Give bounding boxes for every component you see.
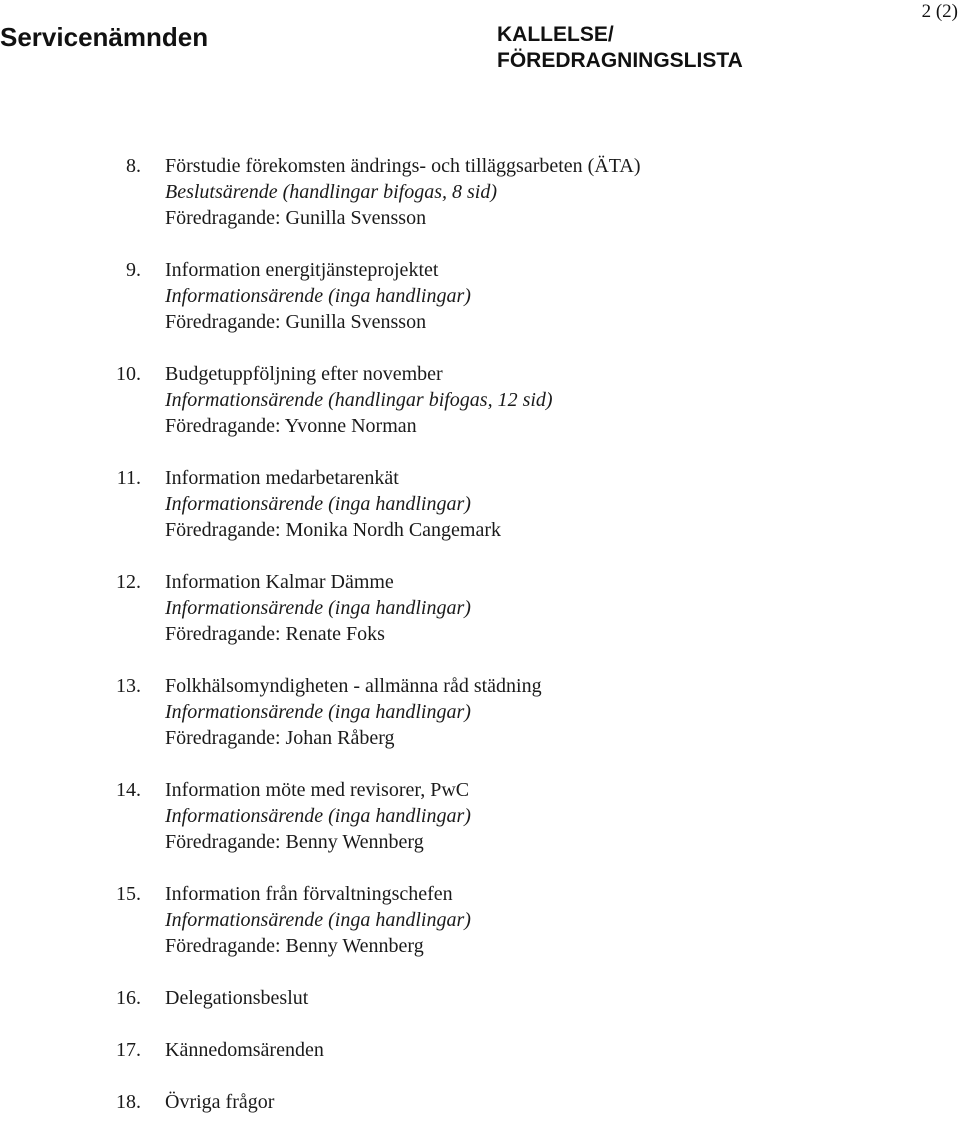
- agenda-item-number: 9.: [126, 259, 141, 281]
- agenda-item-presenter: Föredragande: Benny Wennberg: [165, 935, 424, 957]
- agenda-item-number: 18.: [116, 1091, 141, 1113]
- agenda-item-type: Informationsärende (inga handlingar): [165, 701, 471, 723]
- agenda-item: [0, 361, 940, 439]
- agenda-item: [0, 1037, 940, 1063]
- agenda-item: [0, 673, 940, 751]
- agenda-item: [0, 1089, 940, 1115]
- agenda-item-body: [165, 673, 542, 751]
- agenda-item-title: Folkhälsomyndigheten - allmänna råd städning: [165, 675, 542, 697]
- agenda-item-type: Informationsärende (inga handlingar): [165, 285, 471, 307]
- agenda-item-number: 15.: [116, 883, 141, 905]
- agenda-item-body: [165, 985, 308, 1011]
- agenda-item-presenter: Föredragande: Johan Råberg: [165, 727, 395, 749]
- document-title-line-2: FÖREDRAGNINGSLISTA: [497, 49, 743, 72]
- agenda-item-number: 8.: [126, 155, 141, 177]
- agenda-item-number: 16.: [116, 987, 141, 1009]
- agenda-item: [0, 465, 940, 543]
- agenda-item-presenter: Föredragande: Gunilla Svensson: [165, 311, 427, 333]
- agenda-item-title: Information medarbetarenkät: [165, 467, 399, 489]
- agenda-item-title: Budgetuppföljning efter november: [165, 363, 443, 385]
- agenda-item-body: [165, 257, 471, 335]
- agenda-item: [0, 569, 940, 647]
- agenda-item-number: 12.: [116, 571, 141, 593]
- agenda-item-number: 17.: [116, 1039, 141, 1061]
- agenda-item-title: Förstudie förekomsten ändrings- och tilläggsarbeten (ÄTA): [165, 155, 641, 177]
- agenda-item-body: [165, 569, 471, 647]
- agenda-item-type: Informationsärende (handlingar bifogas, 12 sid): [165, 389, 553, 411]
- agenda-item: [0, 153, 940, 231]
- agenda-item-number: 14.: [116, 779, 141, 801]
- agenda-item-type: Informationsärende (inga handlingar): [165, 805, 471, 827]
- agenda-item-title: Information från förvaltningschefen: [165, 883, 453, 905]
- agenda-item-title: Kännedomsärenden: [165, 1039, 324, 1061]
- agenda-item-type: Informationsärende (inga handlingar): [165, 493, 471, 515]
- agenda-item-number: 11.: [116, 467, 141, 489]
- agenda-item-title: Delegationsbeslut: [165, 987, 309, 1009]
- agenda-item: [0, 881, 940, 959]
- agenda-item-type: Informationsärende (inga handlingar): [165, 909, 471, 931]
- agenda-item-body: [165, 361, 553, 439]
- agenda-item-body: [165, 153, 641, 231]
- agenda-item-body: [165, 777, 471, 855]
- agenda-item: [0, 985, 940, 1011]
- agenda-item-presenter: Föredragande: Yvonne Norman: [165, 415, 417, 437]
- agenda-item: [0, 257, 940, 335]
- agenda-item-title: Information möte med revisorer, PwC: [165, 779, 470, 801]
- agenda-item-presenter: Föredragande: Renate Foks: [165, 623, 385, 645]
- agenda-item-title: Information Kalmar Dämme: [165, 571, 394, 593]
- document-title-line-1: KALLELSE/: [497, 23, 614, 46]
- agenda-item-type: Informationsärende (inga handlingar): [165, 597, 471, 619]
- agenda-item-presenter: Föredragande: Monika Nordh Cangemark: [165, 519, 502, 541]
- agenda-item-body: [165, 1037, 324, 1063]
- agenda-item-body: [165, 1089, 274, 1115]
- agenda-item-number: 13.: [116, 675, 141, 697]
- agenda-item-body: [165, 465, 501, 543]
- agenda-item-title: Övriga frågor: [165, 1091, 275, 1113]
- agenda-item-title: Information energitjänsteprojektet: [165, 259, 439, 281]
- organization-name: Servicenämnden: [0, 22, 209, 52]
- agenda-item-number: 10.: [116, 363, 141, 385]
- agenda-item-presenter: Föredragande: Benny Wennberg: [165, 831, 424, 853]
- page-number: 2 (2): [921, 1, 958, 22]
- agenda-item-type: Beslutsärende (handlingar bifogas, 8 sid): [165, 181, 498, 203]
- agenda-item-presenter: Föredragande: Gunilla Svensson: [165, 207, 427, 229]
- agenda-item: [0, 777, 940, 855]
- document-title: [497, 22, 743, 74]
- agenda-item-body: [165, 881, 471, 959]
- agenda-list: [0, 153, 940, 1141]
